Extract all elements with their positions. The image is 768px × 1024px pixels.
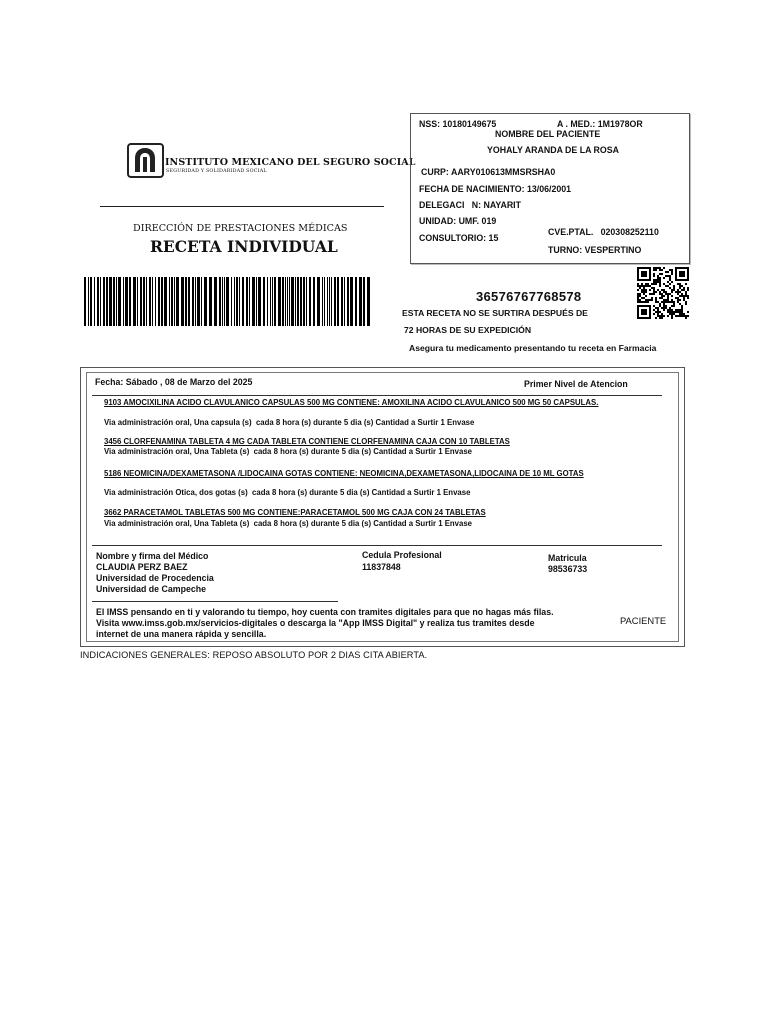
- header-divider: [100, 206, 384, 207]
- institution-name: INSTITUTO MEXICANO DEL SEGURO SOCIAL: [165, 157, 416, 168]
- medications-divider: [92, 395, 662, 396]
- care-level: Primer Nivel de Atencion: [524, 379, 628, 389]
- expiry-notice-line2: 72 HORAS DE SU EXPEDICIÓN: [404, 325, 532, 335]
- digital-services-line2: Visita www.imss.gob.mx/servicios-digitales o descarga la "App IMSS Digital" y realiza tus tramites desde: [96, 618, 535, 628]
- university-label: Universidad de Procedencia: [96, 573, 214, 583]
- doctor-license: 11837848: [362, 562, 401, 572]
- barcode-icon: [84, 277, 372, 326]
- patient-office: CONSULTORIO: 15: [419, 233, 499, 243]
- medication-instructions: Via administración Otica, dos gotas (s) cada 8 hora (s) durante 5 dia (s) Cantidad a Surtir 1 Envase: [104, 488, 471, 497]
- doctor-university: Universidad de Campeche: [96, 584, 206, 594]
- copy-recipient-label: PACIENTE: [620, 615, 667, 626]
- qr-code-icon: [637, 267, 689, 319]
- expiry-notice-line1: ESTA RECETA NO SE SURTIRA DESPUÉS DE: [402, 308, 588, 318]
- digital-services-line3: internet de una manera rápida y sencilla.: [96, 629, 267, 639]
- doctor-name: CLAUDIA PERZ BAEZ: [96, 562, 188, 572]
- registration-label: Matricula: [548, 553, 587, 563]
- document-title: RECETA INDIVIDUAL: [150, 237, 338, 256]
- footer-divider: [92, 601, 338, 602]
- medication-instructions: Via administración oral, Una Tableta (s) cada 8 hora (s) durante 5 dia (s) Cantidad a Surtir 1 Envase: [104, 519, 473, 528]
- patient-nss: NSS: 10180149675: [419, 119, 497, 129]
- doctor-signature-label: Nombre y firma del Médico: [96, 551, 209, 561]
- patient-cve-ptal: CVE.PTAL. 020308252110: [548, 227, 659, 237]
- doctor-registration: 98536733: [548, 564, 588, 574]
- digital-services-line1: El IMSS pensando en ti y valorando tu tiempo, hoy cuenta con tramites digitales para que no hagas más filas.: [96, 607, 554, 617]
- medication-description: 5186 NEOMICINA/DEXAMETASONA /LIDOCAINA GOTAS CONTIENE: NEOMICINA,DEXAMETASONA,LIDOCAINA DE 10 ML GOTAS: [104, 469, 584, 478]
- pharmacy-notice: Asegura tu medicamento presentando tu receta en Farmacia: [409, 343, 657, 353]
- medication-description: 3662 PARACETAMOL TABLETAS 500 MG CONTIENE:PARACETAMOL 500 MG CAJA CON 24 TABLETAS: [104, 508, 486, 517]
- institution-subtitle: SEGURIDAD Y SOLIDARIDAD SOCIAL: [166, 169, 267, 174]
- imss-logo-icon: [127, 143, 164, 178]
- patient-unit: UNIDAD: UMF. 019: [419, 216, 497, 226]
- medication-instructions: Via administración oral, Una Tableta (s) cada 8 hora (s) durante 5 dia (s) Cantidad a Surtir 1 Envase: [104, 447, 473, 456]
- patient-name: YOHALY ARANDA DE LA ROSA: [487, 145, 619, 155]
- prescription-date: Fecha: Sábado , 08 de Marzo del 2025: [95, 377, 253, 387]
- patient-curp: CURP: AARY010613MMSRSHA0: [421, 167, 556, 177]
- patient-name-label: NOMBRE DEL PACIENTE: [495, 129, 601, 139]
- signature-divider: [92, 545, 662, 546]
- general-indications: INDICACIONES GENERALES: REPOSO ABSOLUTO POR 2 DIAS CITA ABIERTA.: [80, 650, 428, 660]
- patient-birth-date: FECHA DE NACIMIENTO: 13/06/2001: [419, 184, 572, 194]
- prescription-number: 36576767768578: [476, 289, 582, 304]
- medication-instructions: Via administración oral, Una capsula (s) cada 8 hora (s) durante 5 dia (s) Cantidad a Surtir 1 Envase: [104, 418, 475, 427]
- patient-delegation: DELEGACI N: NAYARIT: [419, 200, 521, 210]
- patient-a-med: A . MED.: 1M1978OR: [557, 119, 643, 129]
- department-name: DIRECCIÓN DE PRESTACIONES MÉDICAS: [133, 223, 348, 234]
- patient-info-box: [410, 113, 690, 264]
- license-label: Cedula Profesional: [362, 550, 442, 560]
- medication-description: 3456 CLORFENAMINA TABLETA 4 MG CADA TABLETA CONTIENE CLORFENAMINA CAJA CON 10 TABLETAS: [104, 437, 510, 446]
- patient-shift: TURNO: VESPERTINO: [548, 245, 642, 255]
- medication-description: 9103 AMOCIXILINA ACIDO CLAVULANICO CAPSULAS 500 MG CONTIENE: AMOXILINA ACIDO CLAVULANICO 500 MG 50 CAPSULAS.: [104, 398, 599, 407]
